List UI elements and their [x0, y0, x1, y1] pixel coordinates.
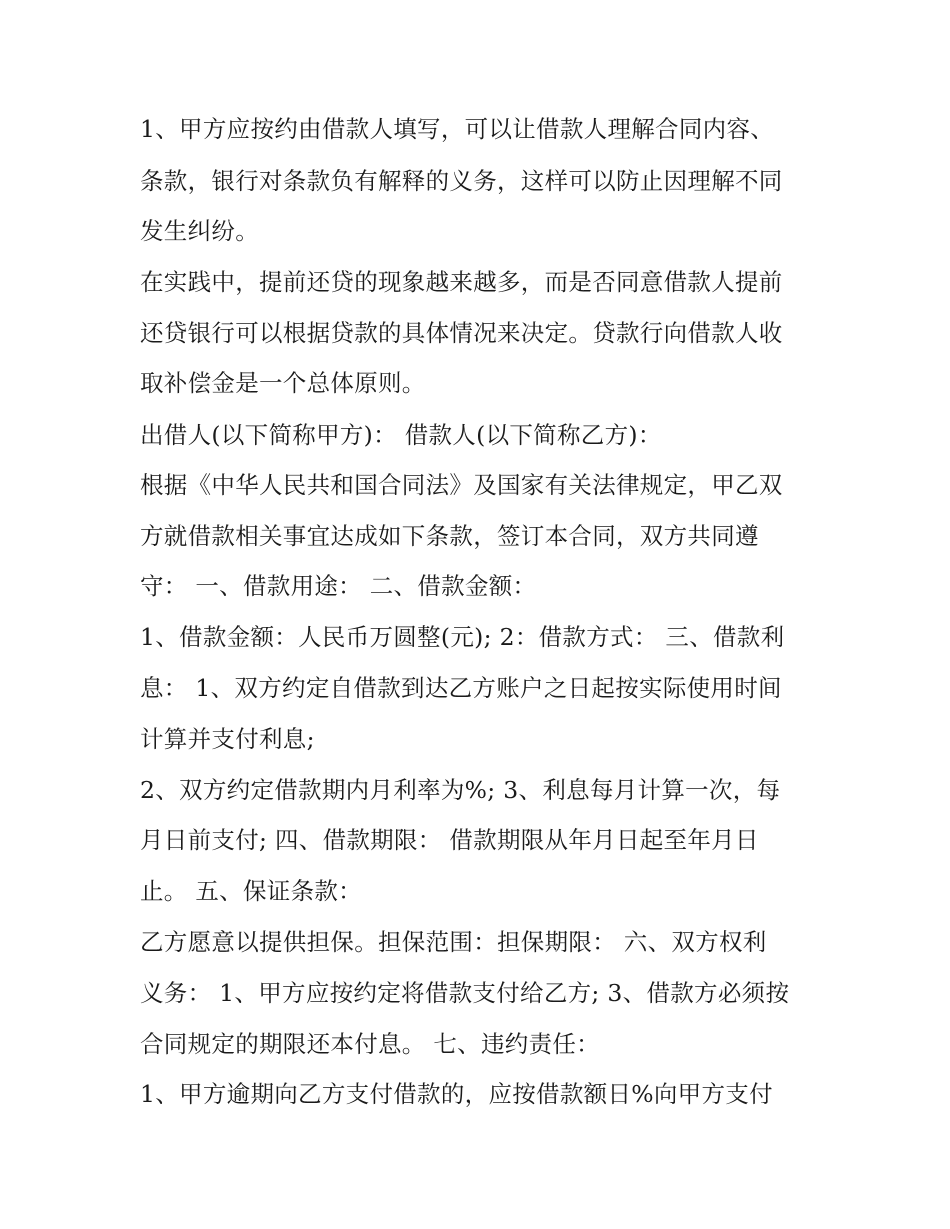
text-line: 乙方愿意以提供担保。担保范围：担保期限： 六、双方权利 [140, 928, 767, 956]
text-line: 义务： 1、甲方应按约定将借款支付给乙方; 3、借款方必须按 [140, 979, 790, 1007]
text-line: 合同规定的期限还本付息。 七、违约责任： [140, 1030, 600, 1058]
text-line: 2、双方约定借款期内月利率为%; 3、利息每月计算一次，每 [140, 776, 781, 804]
text-line: 1、甲方应按约由借款人填写，可以让借款人理解合同内容、 [140, 115, 775, 143]
text-line: 息： 1、双方约定自借款到达乙方账户之日起按实际使用时间 [140, 674, 782, 702]
text-line: 取补偿金是一个总体原则。 [140, 369, 426, 397]
text-line: 1、甲方逾期向乙方支付借款的，应按借款额日%向甲方支付 [140, 1080, 773, 1108]
text-line: 发生纠纷。 [140, 217, 259, 245]
text-line: 条款，银行对条款负有解释的义务，这样可以防止因理解不同 [140, 167, 783, 195]
text-line: 守： 一、借款用途： 二、借款金额： [140, 572, 537, 600]
text-line: 月日前支付; 四、借款期限： 借款期限从年月日起至年月日 [140, 826, 759, 854]
text-line: 计算并支付利息; [140, 725, 315, 753]
text-line: 方就借款相关事宜达成如下条款，签订本合同，双方共同遵 [140, 522, 759, 550]
text-line: 1、借款金额：人民币万圆整(元); 2：借款方式： 三、借款利 [140, 623, 785, 651]
text-line: 还贷银行可以根据贷款的具体情况来决定。贷款行向借款人收 [140, 319, 783, 347]
text-line: 根据《中华人民共和国合同法》及国家有关法律规定，甲乙双 [140, 471, 783, 499]
text-line: 在实践中，提前还贷的现象越来越多，而是否同意借款人提前 [140, 268, 783, 296]
text-line: 止。 五、保证条款： [140, 877, 362, 905]
text-line: 出借人(以下简称甲方)： 借款人(以下简称乙方)： [140, 421, 662, 449]
